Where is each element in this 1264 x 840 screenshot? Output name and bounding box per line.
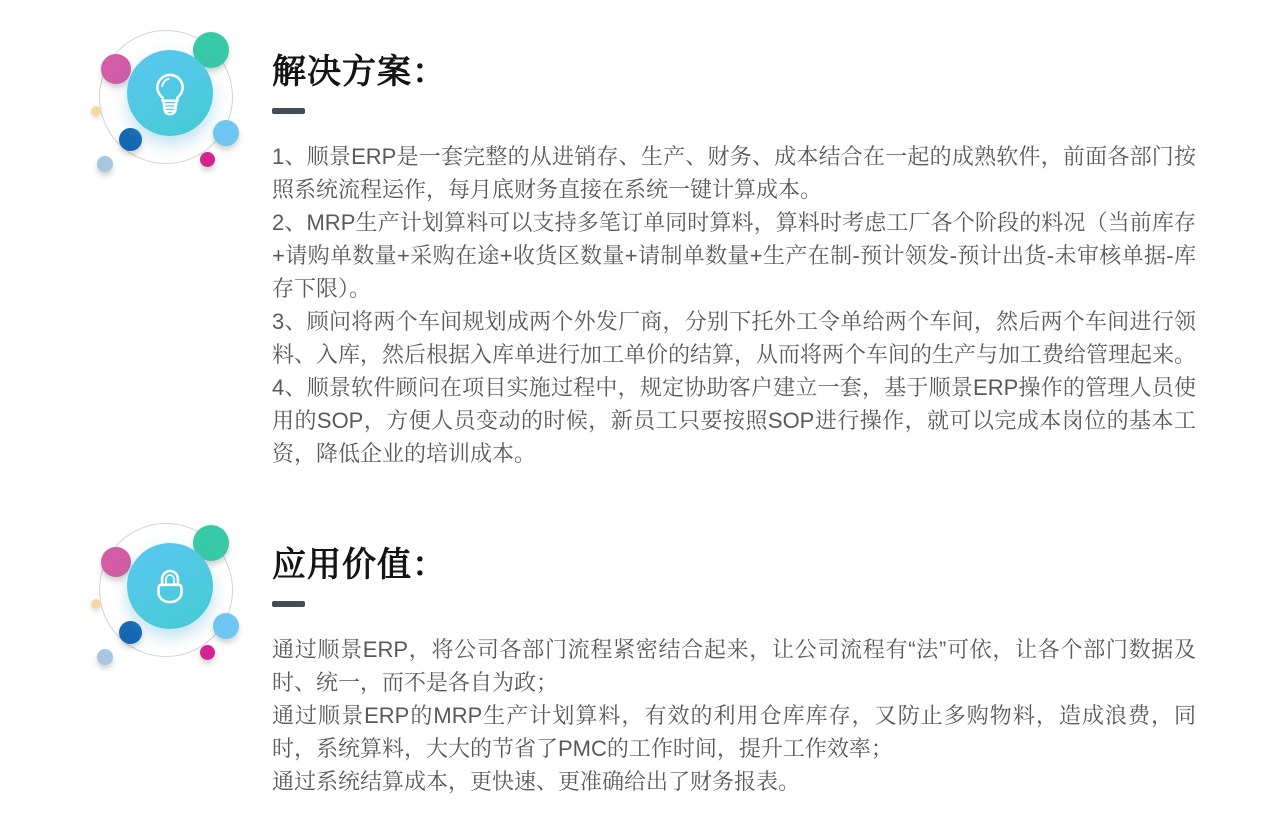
- solution-text-column: [272, 20, 1264, 470]
- solution-heading: 解决方案：: [272, 53, 447, 91]
- solution-paragraph-1: 1、顺景ERP是一套完整的从进销存、生产、财务、成本结合在一起的成熟软件，前面各部门按照系统流程运作，每月底财务直接在系统一键计算成本。: [272, 144, 1196, 202]
- solution-paragraph-4: 4、顺景软件顾问在项目实施过程中，规定协助客户建立一套，基于顺景ERP操作的管理人员使用的SOP，方便人员变动的时候，新员工只要按照SOP进行操作，就可以完成本岗位的基本工资，降低企业的培训成本。: [272, 375, 1196, 466]
- gradient-circle-badge: [127, 543, 213, 629]
- solution-paragraphs: [272, 140, 1196, 470]
- decor-dot-lightblue: [213, 120, 239, 146]
- value-icon-column: [0, 513, 272, 685]
- decor-dot-magenta: [200, 152, 215, 167]
- lock-icon: [143, 559, 197, 613]
- value-paragraph-2: 通过顺景ERP的MRP生产计划算料，有效的利用仓库库存，又防止多购物料，造成浪费，同时，系统算料，大大的节省了PMC的工作时间，提升工作效率；: [272, 703, 1196, 761]
- decor-dot-lightblue: [213, 613, 239, 639]
- solution-icon-column: [0, 20, 272, 192]
- solution-paragraph-3: 3、顾问将两个车间规划成两个外发厂商，分别下托外工令单给两个车间，然后两个车间进行领料、入库，然后根据入库单进行加工单价的结算，从而将两个车间的生产与加工费给管理起来。: [272, 309, 1197, 367]
- heading-underline-dash: [272, 108, 305, 114]
- value-text-column: [272, 513, 1264, 798]
- lightbulb-icon: [143, 66, 197, 120]
- decor-dot-pink: [101, 54, 131, 84]
- decor-dot-magenta: [200, 645, 215, 660]
- value-paragraph-3: 通过系统结算成本，更快速、更准确给出了财务报表。: [272, 769, 801, 794]
- decor-dot-slate: [97, 649, 113, 665]
- gradient-circle-badge: [127, 50, 213, 136]
- solution-decorated-badge: [85, 20, 245, 192]
- solution-section: [0, 20, 1264, 470]
- solution-paragraph-2: 2、MRP生产计划算料可以支持多笔订单同时算料，算料时考虑工厂各个阶段的料况（当前库存+请购单数量+采购在途+收货区数量+请制单数量+生产在制-预计领发-预计出货-未审核单据-库存下限）。: [272, 210, 1196, 301]
- value-paragraphs: [272, 633, 1196, 798]
- decor-dot-cream: [91, 599, 101, 609]
- decor-dot-darkblue: [119, 128, 142, 151]
- value-paragraph-1: 通过顺景ERP，将公司各部门流程紧密结合起来，让公司流程有“法”可依，让各个部门数据及时、统一，而不是各自为政；: [272, 637, 1196, 695]
- value-decorated-badge: [85, 513, 245, 685]
- decor-dot-pink: [101, 547, 131, 577]
- decor-dot-slate: [97, 156, 113, 172]
- decor-dot-darkblue: [119, 621, 142, 644]
- value-heading: 应用价值：: [272, 546, 447, 584]
- decor-dot-cream: [91, 106, 101, 116]
- heading-underline-dash: [272, 601, 305, 607]
- value-section: [0, 513, 1264, 798]
